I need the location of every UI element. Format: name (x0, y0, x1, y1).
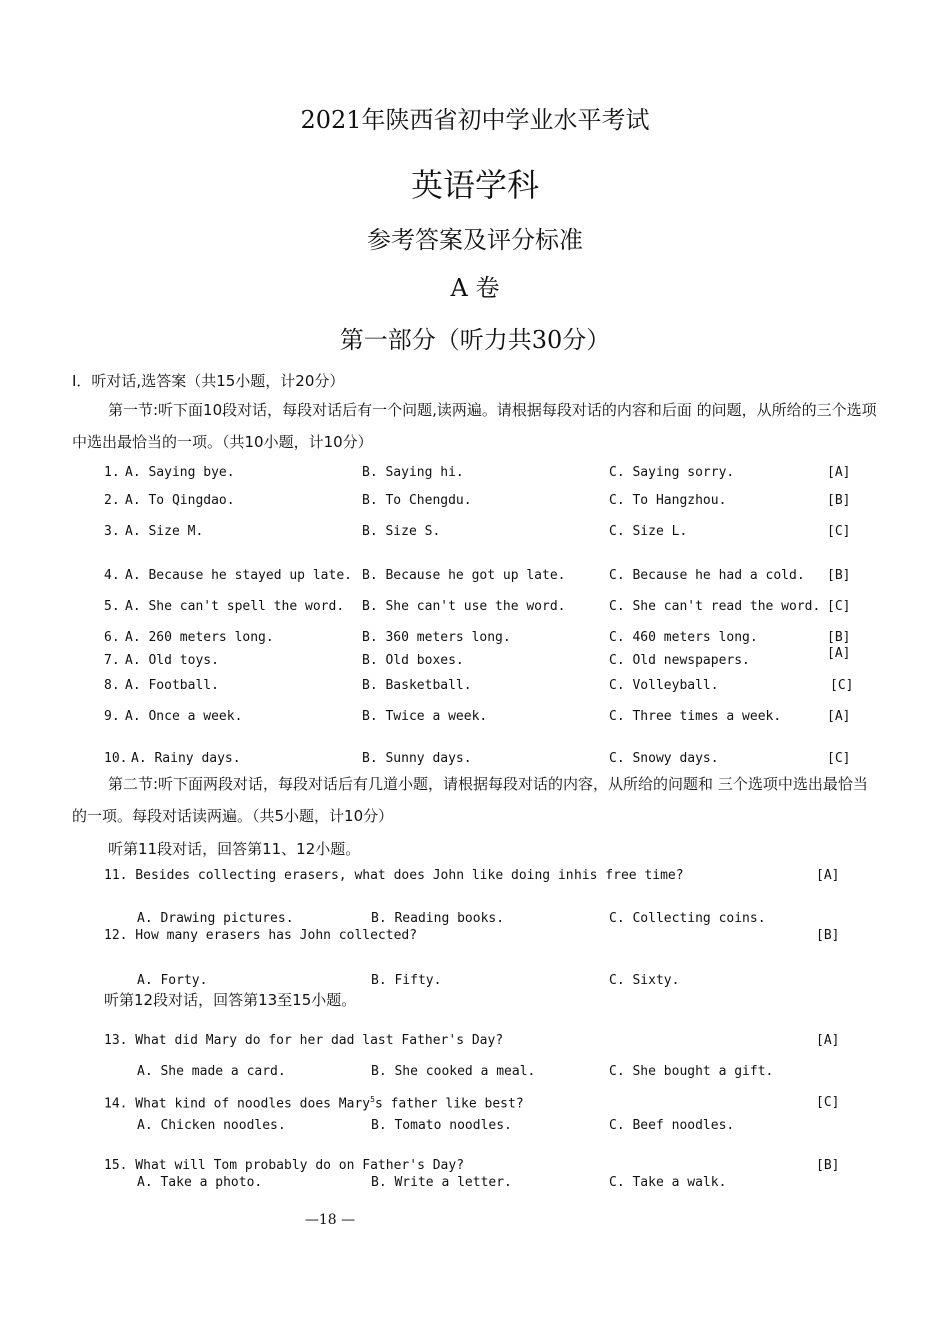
volume-title: A 卷 (450, 274, 500, 302)
q15-option-b: B. Write a letter. (371, 1175, 512, 1190)
q8-num: 8. (104, 678, 120, 693)
q3-option-c: C. Size L. (609, 524, 688, 539)
q9-option-a: A. Once a week. (125, 709, 243, 724)
q3-num: 3. (104, 524, 120, 539)
q3-answer: [C] (827, 524, 851, 539)
q8-option-c: C. Volleyball. (609, 678, 719, 693)
q1-option-c: C. Saying sorry. (609, 465, 735, 480)
q11-option-a: A. Drawing pictures. (137, 911, 294, 926)
q13-stem: 13. What did Mary do for her dad last Father's Day? (104, 1033, 504, 1048)
q6-option-c: C. 460 meters long. (609, 630, 758, 645)
q3-option-a: A. Size M. (125, 524, 204, 539)
q6-option-a: A. 260 meters long. (125, 630, 274, 645)
q12-answer: [B] (816, 928, 840, 943)
q10-answer: [C] (827, 751, 851, 766)
q3-option-b: B. Size S. (362, 524, 441, 539)
q1-option-b: B. Saying hi. (362, 465, 464, 480)
q11-stem-tail: his free time? (574, 868, 684, 883)
q7-option-b: B. Old boxes. (362, 653, 464, 668)
q10-num: 10. (104, 751, 128, 766)
q15-answer: [B] (816, 1158, 840, 1173)
q15-option-a: A. Take a photo. (137, 1175, 263, 1190)
section1-intro: 第一节:听下面10段对话，每段对话后有一个问题,读两遍。请根据每段对话的内容和后面 的问题，从所给的三个选项中选出最恰当的一项。（共10小题，计10分） (72, 401, 877, 451)
q5-num: 5. (104, 599, 120, 614)
q14-option-b: B. Tomato noodles. (371, 1118, 512, 1133)
q14-option-a: A. Chicken noodles. (137, 1118, 286, 1133)
answer-key-title: 参考答案及评分标准 (367, 226, 583, 254)
q7-option-a: A. Old toys. (125, 653, 219, 668)
q12-option-c: C. Sixty. (609, 973, 680, 988)
q4-option-a: A. Because he stayed up late. (125, 568, 352, 583)
q4-num: 4. (104, 568, 120, 583)
q6-num: 6. (104, 630, 120, 645)
q8-option-b: B. Basketball. (362, 678, 472, 693)
q6-option-b: B. 360 meters long. (362, 630, 511, 645)
q14-stem (104, 1095, 524, 1111)
part-title: 第一部分（听力共30分） (339, 326, 611, 354)
q1-option-a: A. Saying bye. (125, 465, 235, 480)
q8-option-a: A. Football. (125, 678, 219, 693)
q2-option-b: B. To Chengdu. (362, 493, 472, 508)
q12-option-a: A. Forty. (137, 973, 208, 988)
q2-option-c: C. To Hangzhou. (609, 493, 727, 508)
section2-intro: 第二节:听下面两段对话，每段对话后有几道小题，请根据每段对话的内容，从所给的问题和 三个选项中选出最恰当的一项。每段对话读两遍。（共5小题，计10分） (72, 775, 868, 825)
q5-answer: [C] (827, 599, 851, 614)
q7-option-c: C. Old newspapers. (609, 653, 750, 668)
q10-option-c: C. Snowy days. (609, 751, 719, 766)
dialog11-note: 听第11段对话，回答第11、12小题。 (108, 840, 361, 858)
q5-option-a: A. She can't spell the word. (125, 599, 345, 614)
q13-answer: [A] (816, 1033, 840, 1048)
q13-option-c: C. She bought a gift. (609, 1064, 774, 1079)
q15-option-c: C. Take a walk. (609, 1175, 727, 1190)
q11-option-b: B. Reading books. (371, 911, 505, 926)
q14-option-c: C. Beef noodles. (609, 1118, 735, 1133)
q10-option-b: B. Sunny days. (362, 751, 472, 766)
exam-title: 2021年陕西省初中学业水平考试 (300, 106, 650, 134)
q2-num: 2. (104, 493, 120, 508)
q7-num: 7. (104, 653, 120, 668)
q5-option-c: C. She can't read the word. (609, 599, 821, 614)
q4-option-b: B. Because he got up late. (362, 568, 566, 583)
q1-answer: [A] (827, 465, 851, 480)
q11-option-c: C. Collecting coins. (609, 911, 766, 926)
q9-option-c: C. Three times a week. (609, 709, 782, 724)
q14-apostrophe: 5 (370, 1095, 375, 1104)
subject-title: 英语学科 (410, 166, 539, 204)
q14-answer: [C] (816, 1095, 840, 1110)
q2-option-a: A. To Qingdao. (125, 493, 235, 508)
q11-answer: [A] (816, 868, 840, 883)
section-heading: Ⅰ．听对话,选答案（共15小题，计20分） (72, 372, 345, 390)
q12-stem: 12. How many erasers has John collected? (104, 928, 418, 943)
dialog12-note: 听第12段对话，回答第13至15小题。 (104, 991, 357, 1009)
q4-option-c: C. Because he had a cold. (609, 568, 805, 583)
q13-option-a: A. She made a card. (137, 1064, 286, 1079)
q9-option-b: B. Twice a week. (362, 709, 488, 724)
q7-answer: [A] (827, 646, 851, 661)
q14-stem-head: 14. What kind of noodles does Mary (104, 1096, 371, 1112)
page-number: —18 — (304, 1212, 356, 1228)
q14-stem-tail: s father like best? (374, 1096, 524, 1112)
q12-option-b: B. Fifty. (371, 973, 442, 988)
q8-answer: [C] (830, 678, 854, 693)
q9-answer: [A] (827, 709, 851, 724)
q5-option-b: B. She can't use the word. (362, 599, 566, 614)
q6-answer: [B] (827, 630, 851, 645)
q10-option-a: A. Rainy days. (131, 751, 241, 766)
q2-answer: [B] (827, 493, 851, 508)
q13-option-b: B. She cooked a meal. (371, 1064, 536, 1079)
q9-num: 9. (104, 709, 120, 724)
q11-stem: 11. Besides collecting erasers, what does John like doing in (104, 868, 574, 883)
q4-answer: [B] (827, 568, 851, 583)
q1-num: 1. (104, 465, 120, 480)
q15-stem: 15. What will Tom probably do on Father's Day? (104, 1158, 465, 1173)
